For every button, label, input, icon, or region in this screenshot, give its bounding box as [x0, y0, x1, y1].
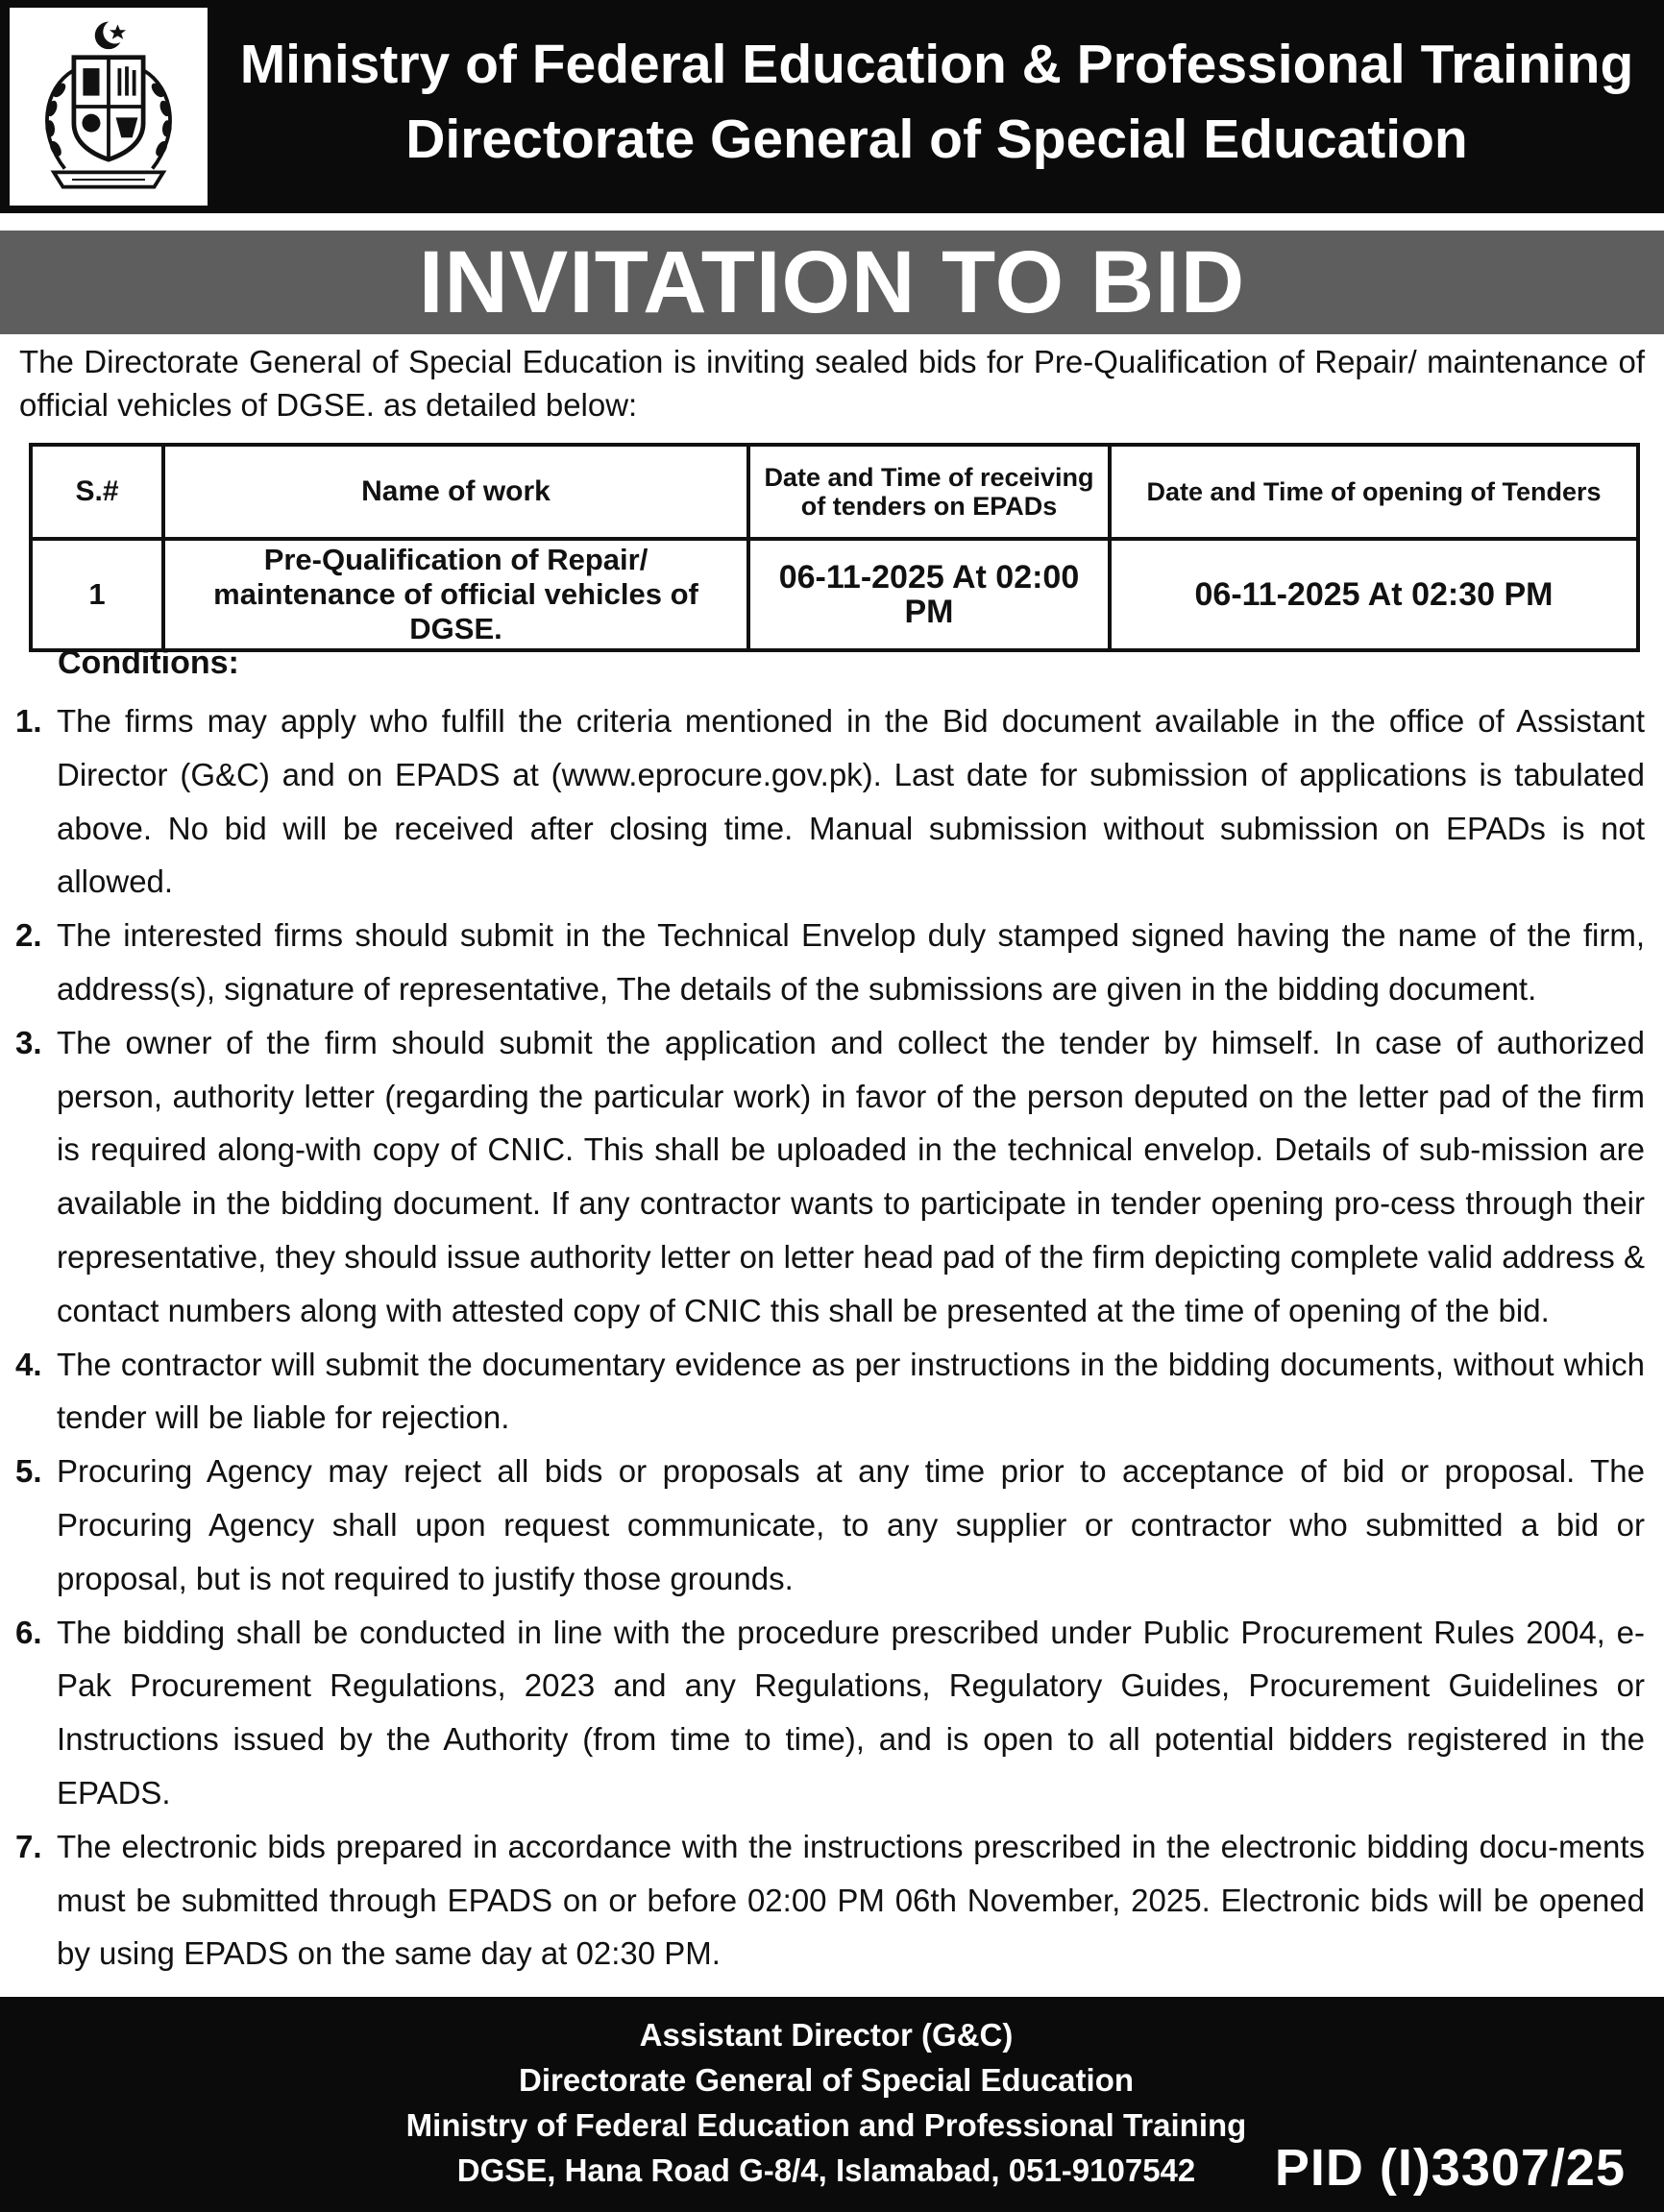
condition-number: 7.: [15, 1828, 42, 1864]
tender-table: [29, 443, 1640, 652]
condition-text: Procuring Agency may reject all bids or proposals at any time prior to acceptance of bid or proposal. The Procuring Agency shall upon request communicate, to any supplier or contractor who submitted a bid or proposal, but is not required to justify those grounds.: [57, 1453, 1645, 1596]
condition-text: The interested firms should submit in the Technical Envelop duly stamped signed having the name of the firm, address(s), signature of representative, The details of the submissions are given in the bidding document.: [57, 917, 1645, 1007]
condition-item: [15, 694, 1645, 909]
condition-text: The electronic bids prepared in accordance with the instructions prescribed in the electronic bidding docu-ments must be submitted through EPADS on or before 02:00 PM 06th November, 2025. Electronic bids will be opened by using EPADS on the same day at 02:30 PM.: [57, 1828, 1645, 1972]
directorate-title: Directorate General of Special Education: [405, 109, 1468, 170]
state-emblem-icon: [17, 15, 200, 198]
ministry-title: Ministry of Federal Education & Professional Training: [239, 34, 1634, 95]
condition-text: The bidding shall be conducted in line with the procedure prescribed under Public Procurement Rules 2004, e-Pak Procurement Regulations, 2023 and any Regulations, Regulatory Guides, Procurement Guidelines or Instructions issued by the Authority (from time to time), and is open to all potential bidders registered in the EPADS.: [57, 1614, 1645, 1811]
col-name-header: Name of work: [163, 445, 748, 539]
header-bar: [0, 0, 1664, 213]
cell-serial: 1: [31, 539, 163, 650]
signatory-directorate: Directorate General of Special Education: [518, 2062, 1135, 2098]
condition-number: 2.: [15, 917, 42, 954]
condition-item: [15, 1445, 1645, 1605]
signatory-address: DGSE, Hana Road G-8/4, Islamabad, 051-9107542: [456, 2152, 1196, 2188]
col-opening-header: Date and Time of opening of Tenders: [1110, 445, 1638, 539]
table-header-row: [31, 445, 1638, 539]
cell-receiving-datetime: 06-11-2025 At 02:00 PM: [748, 539, 1110, 650]
condition-number: 1.: [15, 703, 42, 739]
col-serial-header: S.#: [31, 445, 163, 539]
condition-item: [15, 1016, 1645, 1338]
condition-number: 4.: [15, 1346, 42, 1382]
col-receiving-header: Date and Time of receiving of tenders on EPADs: [748, 445, 1110, 539]
pid-number: PID (I)3307/25: [1274, 2139, 1626, 2197]
emblem-frame: [10, 8, 208, 206]
condition-text: The firms may apply who fulfill the criteria mentioned in the Bid document available in the office of Assistant Director (G&C) and on EPADS at (www.eprocure.gov.pk). Last date for submission of applications is tabulated above. No bid will be received after closing time. Manual submission without submission on EPADs is not allowed.: [57, 703, 1645, 900]
signatory-ministry: Ministry of Federal Education and Professional Training: [405, 2107, 1247, 2143]
condition-item: [15, 1338, 1645, 1446]
header-titles: [221, 27, 1652, 177]
condition-text: The contractor will submit the documentary evidence as per instructions in the bidding documents, without which tender will be liable for rejection.: [57, 1346, 1645, 1436]
condition-text: The owner of the firm should submit the application and collect the tender by himself. In case of authorized person, authority letter (regarding the particular work) in favor of the person deputed on the letter pad of the firm is required along-with copy of CNIC. This shall be uploaded in the technical envelop. Details of sub-mission are available in the bidding document. If any contractor wants to participate in tender opening pro-cess through their representative, they should issue authority letter on letter head pad of the firm depicting complete valid address & contact numbers along with attested copy of CNIC this shall be presented at the time of opening of the bid.: [57, 1024, 1645, 1328]
condition-item: [15, 909, 1645, 1016]
invitation-banner: INVITATION TO BID: [0, 231, 1664, 334]
condition-item: [15, 1820, 1645, 1981]
table-row: [31, 539, 1638, 650]
conditions-heading: Conditions:: [58, 644, 239, 681]
condition-number: 5.: [15, 1453, 42, 1490]
condition-number: 3.: [15, 1024, 42, 1060]
signatory-block: [327, 2012, 1326, 2193]
cell-opening-datetime: 06-11-2025 At 02:30 PM: [1110, 539, 1638, 650]
condition-item: [15, 1606, 1645, 1820]
conditions-list: [15, 694, 1645, 1981]
condition-number: 6.: [15, 1614, 42, 1650]
footer-bar: [0, 1997, 1664, 2212]
signatory-designation: Assistant Director (G&C): [639, 2017, 1014, 2053]
cell-name-of-work: Pre-Qualification of Repair/ maintenance of official vehicles of DGSE.: [163, 539, 748, 650]
intro-paragraph: The Directorate General of Special Education is inviting sealed bids for Pre-Qualification of Repair/ maintenance of official vehicles of DGSE. as detailed below:: [19, 344, 1645, 423]
